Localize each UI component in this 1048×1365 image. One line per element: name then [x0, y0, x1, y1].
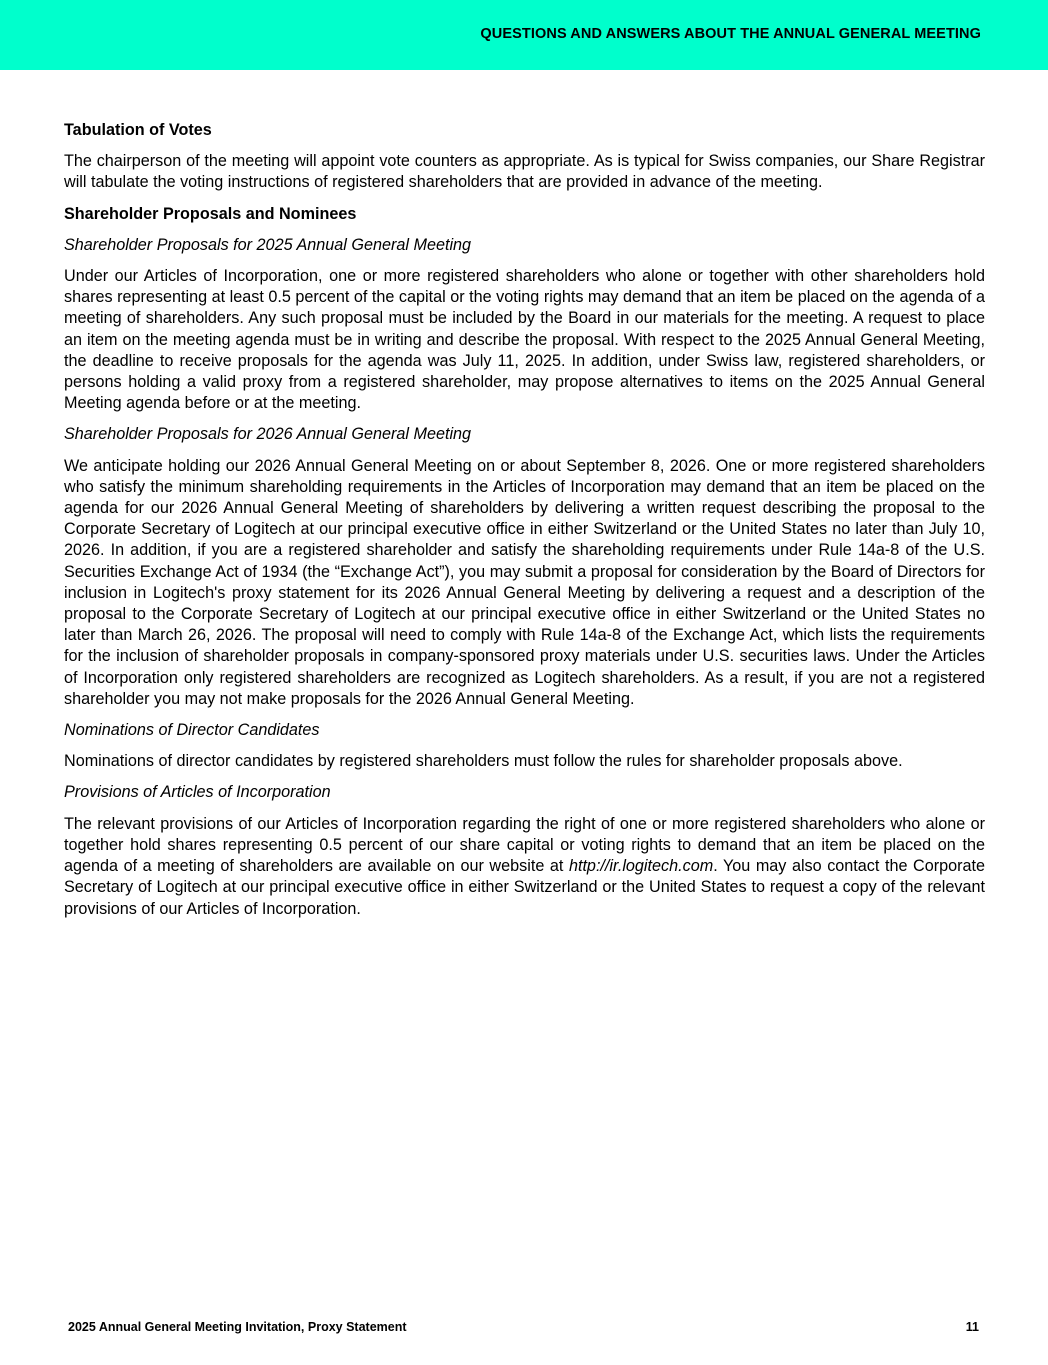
website-link[interactable]: http://ir.logitech.com — [568, 857, 714, 876]
subheading-proposals-2026: Shareholder Proposals for 2026 Annual General Meeting — [64, 425, 472, 444]
section-heading-proposals: Shareholder Proposals and Nominees — [64, 204, 357, 223]
subheading-nominations: Nominations of Director Candidates — [64, 721, 320, 740]
paragraph-nominations: Nominations of director candidates by registered shareholders must follow the rules for shareholder proposals above. — [64, 752, 903, 771]
paragraph-tabulation: The chairperson of the meeting will appoint vote counters as appropriate. As is typical for Swiss companies, our Share Registrar will tabulate the voting instructions of registered shareholders that are provided in advance of the meeting. — [64, 152, 985, 192]
paragraph-proposals-2026: We anticipate holding our 2026 Annual General Meeting on or about September 8, 2026. One or more registered shareholders who satisfy the minimum shareholding requirements in the Articles of Incorporation may demand that an item be placed on the agenda for our 2026 Annual General Meeting of shareholders by delivering a written request describing the proposal to the Corporate Secretary of Logitech at our principal executive office in either Switzerland or the United States no later than July 10, 2026. In addition, if you are a registered shareholder and satisfy the shareholding requirements under Rule 14a-8 of the U.S. Securities Exchange Act of 1934 (the “Exchange Act”), you may submit a proposal for consideration by the Board of Directors for inclusion in Logitech's proxy statement for its 2026 Annual General Meeting by delivering a request and a description of the proposal to the Corporate Secretary of Logitech at our principal executive office in either Switzerland or the United States no later than March 26, 2026. The proposal will need to comply with Rule 14a-8 of the Exchange Act, which lists the requirements for the inclusion of shareholder proposals in company-sponsored proxy materials under U.S. securities laws. Under the Articles of Incorporation only registered shareholders are recognized as Logitech shareholders. As a result, if you are not a registered shareholder you may not make proposals for the 2026 Annual General Meeting. — [64, 456, 985, 708]
section-heading-tabulation: Tabulation of Votes — [64, 121, 212, 139]
footer-page-number: 11 — [965, 1320, 979, 1334]
header-band — [0, 0, 1048, 70]
provisions-text-before-link: The relevant provisions of our Articles of Incorporation regarding the right of one or more registered shareholders who alone or together hold shares representing 0.5 percent of our share capital or voting rights to demand that an item be placed on the agenda of a meeting of shareholders are available on our website at — [64, 814, 985, 876]
footer-document-title: 2025 Annual General Meeting Invitation, Proxy Statement — [68, 1320, 407, 1334]
paragraph-provisions — [64, 814, 985, 920]
document-body — [64, 120, 985, 930]
provisions-text-after-link: . You may also contact the Corporate Secretary of Logitech at our principal executive office in either Switzerland or the United States to request a copy of the relevant provisions of our Articles of Incorporation. — [64, 857, 985, 918]
subheading-proposals-2025: Shareholder Proposals for 2025 Annual General Meeting — [64, 235, 472, 254]
header-title: QUESTIONS AND ANSWERS ABOUT THE ANNUAL GENERAL MEETING — [480, 26, 981, 42]
subheading-provisions: Provisions of Articles of Incorporation — [64, 783, 331, 802]
paragraph-proposals-2025: Under our Articles of Incorporation, one or more registered shareholders who alone or together with other shareholders hold shares representing at least 0.5 percent of the capital or the voting rights may demand that an item be placed on the agenda of a meeting of shareholders. Any such proposal must be included by the Board in our materials for the meeting. A request to place an item on the meeting agenda must be in writing and describe the proposal. With respect to the 2025 Annual General Meeting, the deadline to receive proposals for the agenda was July 11, 2025. In addition, under Swiss law, registered shareholders, or persons holding a valid proxy from a registered shareholder, may propose alternatives to items on the 2025 Annual General Meeting agenda before or at the meeting. — [64, 267, 985, 413]
